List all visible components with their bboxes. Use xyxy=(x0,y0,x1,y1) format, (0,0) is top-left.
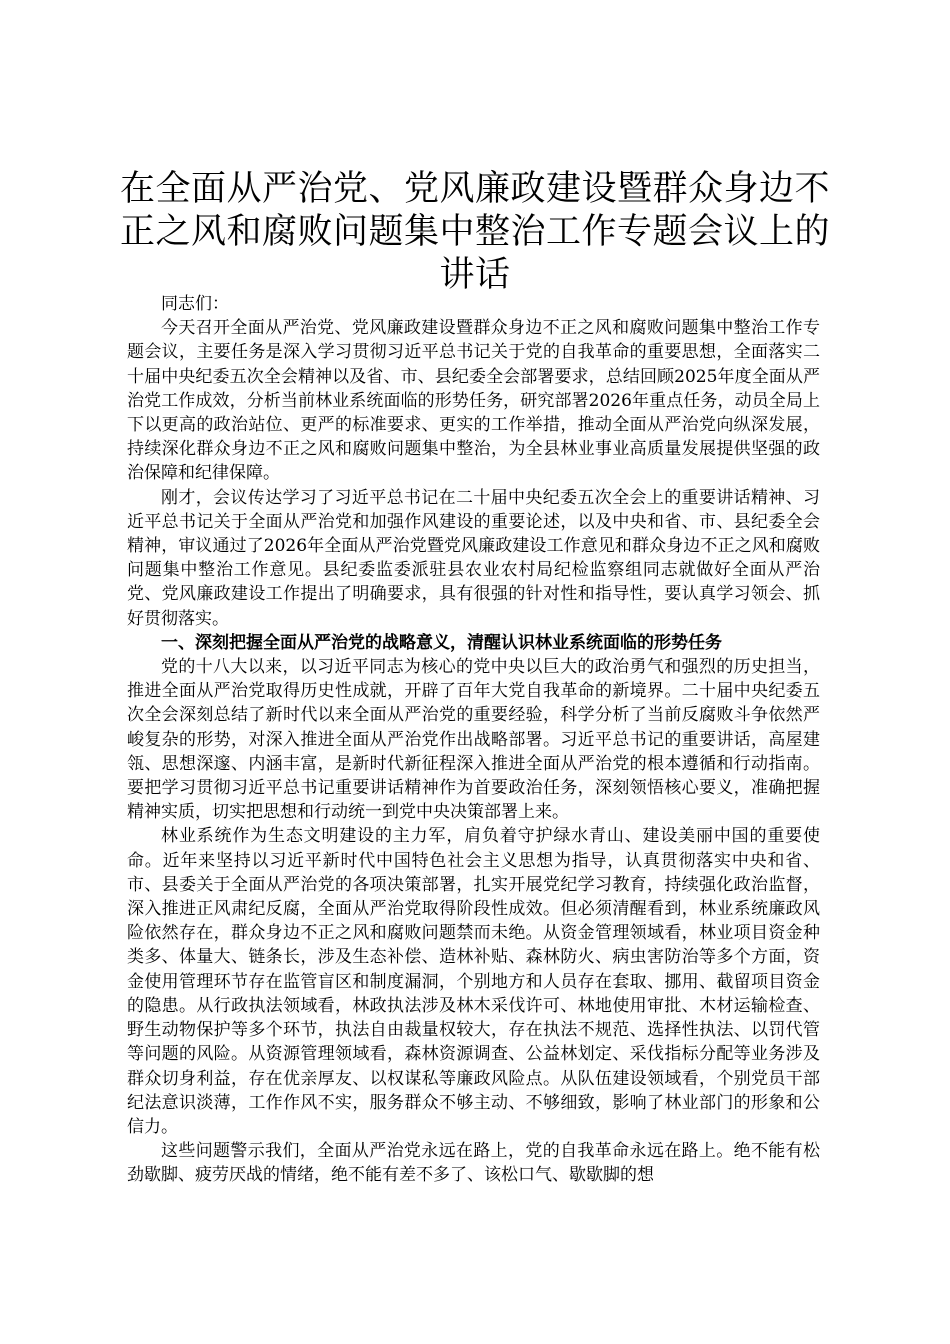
intro-paragraph-2: 刚才，会议传达学习了习近平总书记在二十届中央纪委五次全会上的重要讲话精神、习近平总书记关于全面从严治党和加强作风建设的重要论述，以及中央和省、市、县纪委全会精神，审议通过了2026年全面从严治党暨党风廉政建设工作意见和群众身边不正之风和腐败问题集中整治工作意见。县纪委监委派驻县农业农村局纪检监察组同志就做好全面从严治党、党风廉政建设工作提出了明确要求，具有很强的针对性和指导性，要认真学习领会、抓好贯彻落实。 xyxy=(127,487,820,629)
section1-paragraph-1: 党的十八大以来，以习近平同志为核心的党中央以巨大的政治勇气和强烈的历史担当，推进全面从严治党取得历史性成就，开辟了百年大党自我革命的新境界。二十届中央纪委五次全会深刻总结了新时代以来全面从严治党的重要经验，科学分析了当前反腐败斗争依然严峻复杂的形势，对深入推进全面从严治党作出战略部署。习近平总书记的重要讲话，高屋建瓴、思想深邃、内涵丰富，是新时代新征程深入推进全面从严治党的根本遵循和行动指南。要把学习贯彻习近平总书记重要讲话精神作为首要政治任务，深刻领悟核心要义，准确把握精神实质，切实把思想和行动统一到党中央决策部署上来。 xyxy=(127,657,820,823)
section-heading-1: 一、深刻把握全面从严治党的战略意义，清醒认识林业系统面临的形势任务 xyxy=(161,632,722,653)
salutation: 同志们： xyxy=(161,294,229,314)
document-body xyxy=(127,292,820,1188)
document-title: 在全面从严治党、党风廉政建设暨群众身边不正之风和腐败问题集中整治工作专题会议上的讲话 xyxy=(120,169,831,295)
section1-paragraph-3: 这些问题警示我们，全面从严治党永远在路上，党的自我革命永远在路上。绝不能有松劲歇脚、疲劳厌战的情绪，绝不能有差不多了、该松口气、歇歇脚的想 xyxy=(127,1141,820,1186)
intro-paragraph-1: 今天召开全面从严治党、党风廉政建设暨群众身边不正之风和腐败问题集中整治工作专题会议，主要任务是深入学习贯彻习近平总书记关于党的自我革命的重要思想，全面落实二十届中央纪委五次全会精神以及省、市、县纪委全会部署要求，总结回顾2025年度全面从严治党工作成效，分析当前林业系统面临的形势任务，研究部署2026年重点任务，动员全局上下以更高的政治站位、更严的标准要求、更实的工作举措，推动全面从严治党向纵深发展，持续深化群众身边不正之风和腐败问题集中整治，为全县林业事业高质量发展提供坚强的政治保障和纪律保障。 xyxy=(127,318,820,484)
section1-paragraph-2: 林业系统作为生态文明建设的主力军，肩负着守护绿水青山、建设美丽中国的重要使命。近年来坚持以习近平新时代中国特色社会主义思想为指导，认真贯彻落实中央和省、市、县委关于全面从严治党的各项决策部署，扎实开展党纪学习教育，持续强化政治监督，深入推进正风肃纪反腐，全面从严治党取得阶段性成效。但必须清醒看到，林业系统廉政风险依然存在，群众身边不正之风和腐败问题禁而未绝。从资金管理领域看，林业项目资金种类多、体量大、链条长，涉及生态补偿、造林补贴、森林防火、病虫害防治等多个方面，资金使用管理环节存在监管盲区和制度漏洞，个别地方和人员存在套取、挪用、截留项目资金的隐患。从行政执法领域看，林政执法涉及林木采伐许可、林地使用审批、木材运输检查、野生动物保护等多个环节，执法自由裁量权较大，存在执法不规范、选择性执法、以罚代管等问题的风险。从资源管理领域看，森林资源调查、公益林划定、采伐指标分配等业务涉及群众切身利益，存在优亲厚友、以权谋私等廉政风险点。从队伍建设领域看，个别党员干部纪法意识淡薄，工作作风不实，服务群众不够主动、不够细致，影响了林业部门的形象和公信力。 xyxy=(127,826,820,1137)
